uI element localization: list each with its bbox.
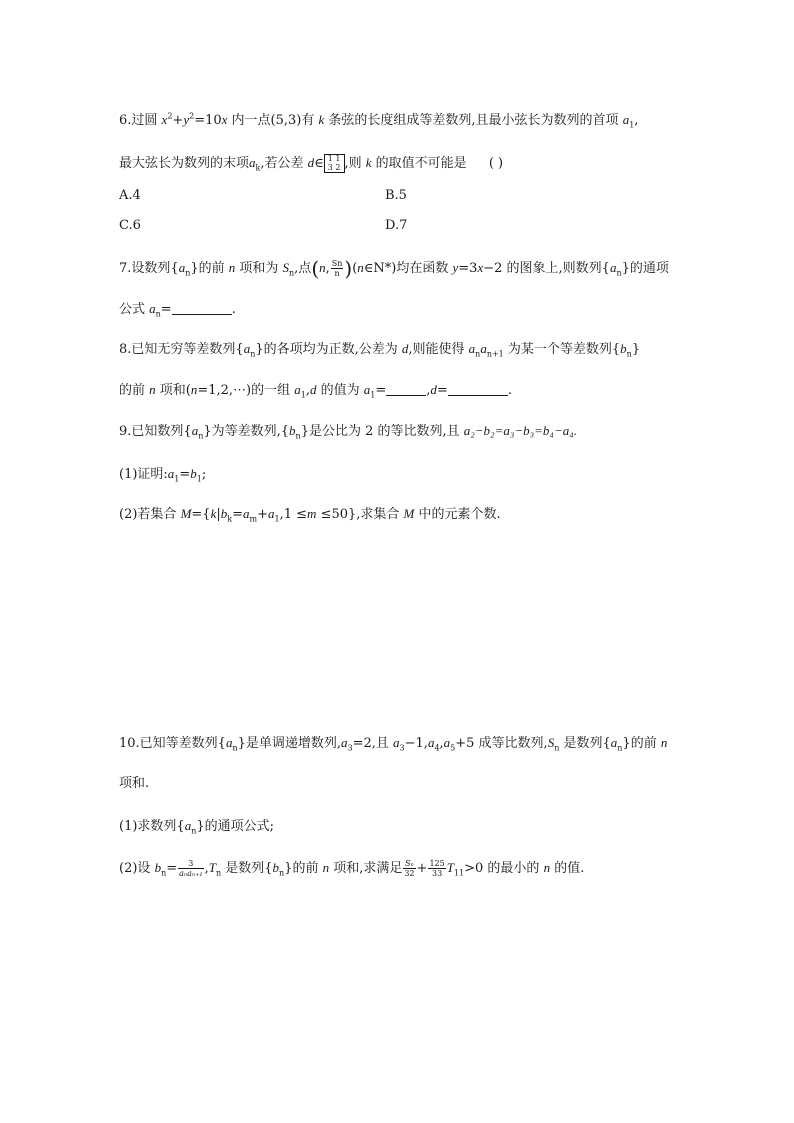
- text: =: [375, 383, 387, 398]
- var-b: b: [154, 860, 162, 875]
- text: 条弦的长度组成等差数列,且最小弦长为数列的首项: [324, 113, 623, 128]
- q6-line1: [119, 111, 638, 130]
- subscript: n: [250, 349, 256, 359]
- fraction-denominator: n: [334, 269, 340, 278]
- var-x: x: [161, 112, 168, 127]
- text: ,: [305, 383, 310, 398]
- subscript: n: [289, 268, 295, 278]
- text: }的前: [284, 861, 323, 876]
- option-a: A.4: [119, 188, 141, 203]
- text: +: [172, 113, 184, 128]
- text: 项和,求满足: [329, 861, 403, 876]
- var-y: y: [452, 260, 459, 275]
- var-y: y: [183, 112, 190, 127]
- var-a: a: [268, 506, 275, 521]
- text: =: [232, 507, 244, 522]
- text: ,则能使得: [408, 342, 469, 357]
- text: }的前: [622, 736, 661, 751]
- text: ,: [439, 736, 444, 751]
- text: (1)证明:: [119, 467, 168, 482]
- subscript: n: [185, 268, 191, 278]
- var-a: a: [341, 735, 348, 750]
- text: }的通项: [621, 261, 669, 276]
- var-b: b: [220, 506, 228, 521]
- var-a: a: [225, 735, 233, 750]
- var-a: a: [243, 341, 251, 356]
- text: −1,: [404, 736, 428, 751]
- var-a: a: [363, 382, 371, 397]
- var-b: b: [190, 466, 197, 481]
- text: 项和(: [155, 383, 191, 398]
- var-n: n: [228, 260, 236, 275]
- text: (: [352, 261, 358, 276]
- text: }: [631, 342, 641, 357]
- var-a: a: [167, 466, 175, 481]
- text: 项和.: [119, 776, 150, 791]
- text: 是数列{: [221, 861, 273, 876]
- fraction-denominator: 33: [431, 869, 443, 878]
- text: 的值.: [550, 861, 585, 876]
- text: =: [166, 861, 178, 876]
- fraction-denominator: aₙaₙ₊₁: [179, 869, 203, 878]
- var-n: n: [322, 860, 330, 875]
- var-n: n: [660, 735, 668, 750]
- var-d: d: [430, 382, 437, 397]
- text: 中的元素个数.: [414, 507, 501, 522]
- subscript: 1: [196, 474, 202, 484]
- q7-line1: 7.设数列$\{a_n\}$的前 n 项和为 $S_n$,点(n, $\frac{Sn}{n}$ )(n∈N*)均在函数 y=3x−2 的图象上,则数列$\{a_n\}$的通项: [119, 256, 669, 281]
- var-s: S: [282, 260, 290, 275]
- subscript: n: [191, 826, 197, 836]
- q10-line2: [119, 775, 149, 793]
- var-a: a: [243, 506, 250, 521]
- var-n: n: [190, 382, 198, 397]
- subscript: n: [626, 349, 632, 359]
- fraction-sn-over-32: [403, 859, 415, 878]
- text: =: [160, 302, 172, 317]
- text: }是单调递增数列,: [237, 736, 342, 751]
- text: 10.已知等差数列{: [119, 736, 226, 751]
- text: =: [179, 467, 191, 482]
- interval-top: 1 1: [327, 154, 341, 164]
- text: 的取值不可能是: [371, 156, 467, 171]
- var-d: d: [401, 341, 409, 356]
- answer-paren: ( ): [488, 156, 504, 171]
- text: +: [257, 507, 269, 522]
- text: =: [436, 383, 448, 398]
- var-n: n: [543, 860, 551, 875]
- option-d: D.7: [385, 218, 408, 233]
- fraction-numerator: 125: [429, 859, 445, 868]
- fraction-denominator: 32: [404, 869, 415, 878]
- var-b: b: [289, 423, 296, 438]
- var-m: m: [307, 506, 317, 521]
- text: ,则: [344, 156, 366, 171]
- text: (1)求数列{: [119, 819, 185, 834]
- text: ;: [201, 467, 207, 482]
- subscript: k: [227, 514, 233, 524]
- text: ,若公差: [260, 156, 308, 171]
- text: .: [507, 383, 512, 398]
- var-x: x: [477, 260, 484, 275]
- subscript: 1: [300, 390, 306, 400]
- text: .: [231, 302, 236, 317]
- text: 8.已知无穷等差数列{: [119, 342, 244, 357]
- var-n: n: [319, 260, 326, 275]
- subscript: n: [198, 431, 204, 441]
- var-a: a: [249, 155, 256, 170]
- var-a: a: [622, 112, 630, 127]
- fraction-sn-over-n: [331, 259, 344, 278]
- text: =2,且: [352, 736, 394, 751]
- var-a: a: [468, 341, 476, 356]
- text: (2)若集合: [119, 507, 181, 522]
- text: }是公比为 2 的等比数列,且: [300, 424, 464, 439]
- var-t: T: [446, 860, 454, 875]
- fraction-numerator: Sn: [331, 259, 343, 268]
- text: ,: [426, 383, 431, 398]
- text: }为等差数列,{: [203, 424, 290, 439]
- subscript: 11: [453, 868, 465, 878]
- answer-blank-d[interactable]: [448, 383, 508, 396]
- text: =1,2,⋯)的一组: [197, 383, 295, 398]
- subscript: n+1: [486, 349, 504, 359]
- exp: 2: [189, 111, 195, 121]
- q10-part1: [119, 817, 274, 836]
- text: 公式: [119, 302, 150, 317]
- q9-line1: [119, 422, 577, 441]
- var-a: a: [393, 735, 400, 750]
- subscript: n: [279, 868, 285, 878]
- text: ,点: [294, 261, 312, 276]
- subscript: n: [232, 743, 238, 753]
- subscript: 5: [450, 743, 456, 753]
- text: +5 成等比数列,: [455, 736, 548, 751]
- text: 内一点(5,3)有: [227, 113, 319, 128]
- subscript: 1: [370, 390, 376, 400]
- exp: 2: [167, 111, 173, 121]
- fraction-bn: [178, 859, 203, 878]
- subscript: k: [255, 163, 261, 173]
- q7-line2: [119, 300, 236, 319]
- subscript: n: [295, 431, 301, 441]
- text: }的通项公式;: [196, 819, 274, 834]
- var-d: d: [310, 382, 317, 397]
- q9-part1: [119, 465, 206, 484]
- subscript: 4: [434, 743, 440, 753]
- text: ≤50},求集合: [316, 507, 404, 522]
- subscript: n: [155, 309, 161, 319]
- var-k: k: [365, 155, 372, 170]
- var-n: n: [149, 382, 156, 397]
- var-k: k: [318, 112, 325, 127]
- subscript: 3: [347, 743, 353, 753]
- q9-part2: [119, 505, 501, 524]
- var-d: d: [307, 155, 315, 170]
- text: −2 的图象上,则数列{: [483, 261, 610, 276]
- subscript: n: [617, 743, 623, 753]
- var-a: a: [191, 423, 199, 438]
- subscript: 1: [629, 120, 635, 130]
- var-a: a: [443, 735, 451, 750]
- subscript: n: [215, 868, 222, 878]
- text: >0 的最小的: [464, 861, 544, 876]
- var-k: k: [210, 506, 217, 521]
- var-a: a: [294, 382, 301, 397]
- var-s: S: [547, 735, 555, 750]
- var-a: a: [178, 260, 186, 275]
- var-a: a: [184, 818, 192, 833]
- option-b: B.5: [385, 188, 407, 203]
- var-a: a: [149, 301, 156, 316]
- text: ,: [204, 861, 209, 876]
- fraction-numerator: 3: [178, 859, 203, 869]
- text: ,1 ≤: [279, 507, 308, 522]
- var-a: a: [610, 735, 618, 750]
- text: ={: [191, 507, 211, 522]
- var-a: a: [609, 260, 617, 275]
- var-a: a: [480, 341, 487, 356]
- subscript: n: [554, 743, 560, 753]
- text: 项和为: [235, 261, 283, 276]
- text: 为某一个等差数列{: [503, 342, 621, 357]
- var-a: a: [427, 735, 435, 750]
- equation: a₂−b₂=a₃−b₃=b₄−a₄.: [463, 423, 577, 438]
- q8-line2: [119, 381, 512, 400]
- text: =3: [458, 261, 478, 276]
- q10-part2: [119, 859, 584, 878]
- subscript: 1: [174, 474, 180, 484]
- answer-blank-a1[interactable]: [386, 383, 426, 396]
- var-t: T: [208, 860, 216, 875]
- var-b: b: [620, 341, 627, 356]
- fraction-numerator: Sₙ: [405, 859, 414, 868]
- text: 7.设数列{: [119, 261, 179, 276]
- var-m: M: [403, 506, 415, 521]
- option-c: C.6: [119, 218, 141, 233]
- text: (2)设: [119, 861, 155, 876]
- text: |: [216, 507, 221, 522]
- text: 最大弦长为数列的末项: [119, 156, 250, 171]
- subscript: m: [249, 514, 258, 524]
- text: ,: [634, 113, 639, 128]
- q10-line1: [119, 734, 667, 753]
- interval-bottom: 3 2: [327, 163, 341, 173]
- text: 的值为: [316, 383, 364, 398]
- var-x: x: [221, 112, 228, 127]
- var-b: b: [272, 860, 280, 875]
- var-m: M: [180, 506, 192, 521]
- subscript: n: [475, 349, 481, 359]
- subscript: 3: [399, 743, 405, 753]
- text: ,: [325, 261, 330, 276]
- text: 的前: [119, 383, 150, 398]
- text: }的前: [190, 261, 229, 276]
- text: }的各项均为正数,公差为: [255, 342, 402, 357]
- subscript: 1: [274, 514, 280, 524]
- subscript: n: [161, 868, 167, 878]
- text: 6.过圆: [119, 113, 162, 128]
- text: ∈N*)均在函数: [363, 261, 453, 276]
- text: +: [416, 861, 428, 876]
- interval-bracket: [324, 154, 345, 173]
- text: ∈: [314, 156, 324, 171]
- text: 9.已知数列{: [119, 424, 192, 439]
- subscript: n: [616, 268, 622, 278]
- fraction-125-over-33: [428, 859, 445, 878]
- text: 是数列{: [559, 736, 611, 751]
- var-n: n: [357, 260, 364, 275]
- q8-line1: [119, 340, 640, 359]
- q6-line2: [119, 154, 503, 173]
- answer-blank[interactable]: [172, 302, 232, 315]
- text: =10: [194, 113, 222, 128]
